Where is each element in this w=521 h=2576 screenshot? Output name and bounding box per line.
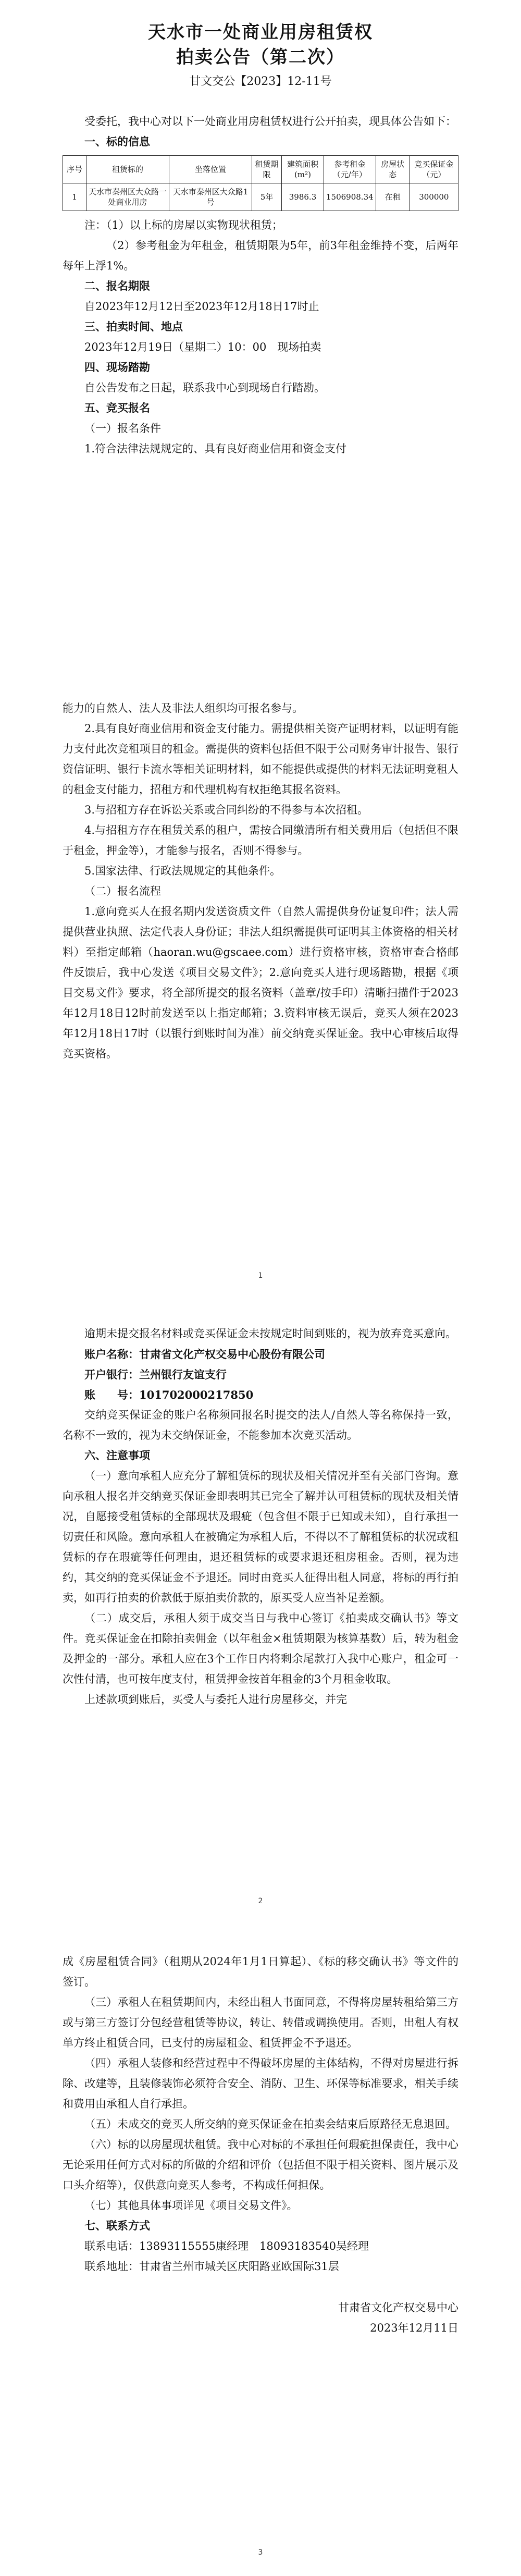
table-cell: 1 (63, 183, 86, 211)
table-row (63, 183, 458, 211)
notice-5: （五）未成交的竞买人所交纳的竞买保证金在拍卖会结束后原路径无息退回。 (84, 2118, 456, 2130)
contact-address: 联系地址：甘肃省兰州市城关区庆阳路亚欧国际31层 (84, 2260, 339, 2273)
notice-3: （三）承租人在租赁期间内，未经出租人书面同意，不得将房屋转租给第三方或与第三方签订分包经营租赁等协议，转让、转借或调换使用。否则，出租人有权单方终止租赁合同，已支付的房屋租金、租赁押金不予退还。 (63, 1996, 458, 2049)
title-line-2: 拍卖公告（第二次） (176, 47, 345, 68)
page-1-content (63, 20, 458, 459)
account-name-value: 甘肃省文化产权交易中心股份有限公司 (139, 1348, 325, 1361)
notice-2: （二）成交后，承租人须于成交当日与我中心签订《拍卖成交确认书》等文件。竞买保证金在扣除拍卖佣金（以年租金×租赁期限为核算基数）后，转为租金及押金的一部分。承租人应在3个工作日内将剩余尾款打入我中心账户，租金可一次性付清，也可按年度支付，租赁押金按首年租金的3个月租金收取。 (63, 1612, 458, 1685)
intro-paragraph: 受委托，我中心对以下一处商业用房租赁权进行公开拍卖，现具体公告如下： (84, 115, 456, 128)
notice-4: （四）承租人装修和经营过程中不得破坏房屋的主体结构，不得对房屋进行拆除、改建等，且装修装饰必须符合安全、消防、卫生、环保等标准要求，相关手续和费用由承租人自行承担。 (63, 2057, 458, 2110)
note-1: 注：（1）以上标的房屋以实物现状租赁； (84, 219, 283, 231)
auction-time-place: 2023年12月19日（星期二）10：00 现场拍卖 (84, 341, 321, 353)
notice-6: （六）标的以房屋现状租赁。我中心对标的不承担任何瑕疵担保责任，我中心无论采用任何方式对标的所做的介绍和评价（包括但不限于相关资料、图片展示及口头介绍等），仅供意向竞买人参考，不构成任何担保。 (63, 2138, 458, 2191)
section-7-heading: 七、联系方式 (84, 2220, 150, 2232)
table-cell: 天水市秦州区大众路1号 (169, 183, 252, 211)
table-header-cell: 租赁标的 (86, 156, 169, 183)
page-4-content (63, 1952, 458, 2338)
signature-date: 2023年12月11日 (370, 2322, 458, 2334)
section-6-heading: 六、注意事项 (84, 1449, 150, 1462)
account-name-line (63, 1344, 458, 1364)
page-number-3: 3 (258, 2548, 263, 2557)
section-2-heading: 二、报名期限 (84, 280, 150, 292)
account-number-value: 101702000217850 (139, 1388, 254, 1401)
table-header-cell: 房屋状态 (376, 156, 410, 183)
signature-org: 甘肃省文化产权交易中心 (338, 2301, 458, 2314)
section-1-heading: 一、标的信息 (84, 135, 150, 148)
bank-line (63, 1364, 458, 1385)
process-paragraph-2: 逾期未提交报名材料或竞买保证金未按规定时间到账的，视为放弃竞买意向。 (84, 1327, 456, 1340)
page-2-content (63, 698, 458, 1064)
account-number-line (63, 1385, 458, 1405)
account-number-label: 账 号： (84, 1388, 139, 1401)
table-header-cell: 序号 (63, 156, 86, 183)
table-header-cell: 建筑面积(m²) (282, 156, 324, 183)
table-header-cell: 坐落位置 (169, 156, 252, 183)
table-cell: 3986.3 (282, 183, 324, 211)
condition-3: 3.与招租方存在诉讼关系或合同纠纷的不得参与本次招租。 (84, 804, 369, 816)
notice-2c: 成《房屋租赁合同》（租期从2024年1月1日算起）、《标的移交确认书》等文件的签订。 (63, 1955, 458, 1988)
table-header-cell: 竞买保证金（元） (410, 156, 458, 183)
condition-1a: 1.符合法律法规规定的、具有良好商业信用和资金支付 (84, 442, 347, 455)
contact-phone: 联系电话：13893115555康经理 18093183540吴经理 (84, 2240, 369, 2252)
condition-4: 4.与招租方存在租赁关系的租户，需按合同缴清所有相关费用后（包括但不限于租金，押金等），才能参与报名，否则不得参与。 (63, 824, 458, 857)
table-cell: 天水市秦州区大众路一处商业用房 (86, 183, 169, 211)
subheading-process: （二）报名流程 (84, 885, 161, 897)
bank-label: 开户银行： (84, 1368, 139, 1381)
note-2: （2）参考租金为年租金，租赁期限为5年，前3年租金维持不变，后两年每年上浮1%。 (63, 239, 458, 272)
table-header-cell: 参考租金（元/年） (324, 156, 376, 183)
table-header-cell: 租赁期限 (252, 156, 282, 183)
page-number-2: 2 (258, 1897, 263, 1905)
target-info-table (63, 155, 458, 211)
title-line-1: 天水市一处商业用房租赁权 (148, 22, 373, 43)
section-4-heading: 四、现场踏勘 (84, 361, 150, 374)
table-header-row (63, 156, 458, 183)
process-paragraph-1: 1.意向竞买人在报名期内发送资质文件（自然人需提供身份证复印件；法人需提供营业执照、法定代表人身份证；非法人组织需提供可证明其主体资格的相关材料）至指定邮箱（haoran.wu@gscaee.com）进行资格审核，资格审查合格邮件反馈后，我中心发送《项目交易文件》；2.意向竞买人进行现场踏勘，根据《项目交易文件》要求，将全部所提交的报名资料（盖章/按手印）清晰扫描件于2023年12月18日12时前发送至以上指定邮箱；3.资料审核无误后，竞买人须在2023年12月18日17时（以银行到账时间为准）前交纳竞买保证金。我中心审核后取得竞买资格。 (63, 905, 458, 1060)
section-3-heading: 三、拍卖时间、地点 (84, 321, 183, 333)
condition-5: 5.国家法律、行政法规规定的其他条件。 (84, 865, 281, 877)
condition-2: 2.具有良好商业信用和资金支付能力。需提供相关资产证明材料，以证明有能力支付此次竞租项目的租金。需提供的资料包括但不限于公司财务审计报告、银行资信证明、银行卡流水等相关证明材料，如不能提供或提供的材料无法证明竞租人的租金支付能力，招租方和代理机构有权拒绝其报名资料。 (63, 722, 458, 796)
table-cell: 1506908.34 (324, 183, 376, 211)
document-number: 甘文交公【2023】12-11号 (189, 75, 332, 88)
section-5-heading: 五、竞买报名 (84, 402, 150, 414)
table-cell: 5年 (252, 183, 282, 211)
page-3-content (63, 1324, 458, 1710)
process-paragraph-3: 交纳竞买保证金的账户名称须同报名时提交的法人/自然人等名称保持一致，名称不一致的，视为未交纳保证金，不能参加本次竞买活动。 (63, 1409, 458, 1441)
site-inspection: 自公告发布之日起，联系我中心到现场自行踏勘。 (84, 381, 325, 394)
subheading-conditions: （一）报名条件 (84, 422, 161, 435)
condition-1b: 能力的自然人、法人及非法人组织均可报名参与。 (63, 702, 303, 714)
registration-period: 自2023年12月12日至2023年12月18日17时止 (84, 300, 319, 313)
notice-7: （七）其他具体事项详见《项目交易文件》。 (84, 2199, 298, 2212)
bank-value: 兰州银行友谊支行 (139, 1368, 227, 1381)
table-cell: 300000 (410, 183, 458, 211)
account-name-label: 账户名称： (84, 1348, 139, 1361)
notice-1: （一）意向承租人应充分了解租赁标的现状及相关情况并至有关部门咨询。意向承租人报名并交纳竞买保证金即表明其已完全了解并认可租赁标的现状及相关情况，自愿接受租赁标的全部现状及瑕疵（包含但不限于已知或未知），自行承担一切责任和风险。意向承租人在被确定为承租人后，不得以不了解租赁标的状况或租赁标的存在瑕疵等任何理由，退还租赁标的或要求退还租房租金。否则，视为违约，其交纳的竞买保证金不予退还。同时由竞买人征得出租人同意，将标的再行拍卖，如再行拍卖的价款低于原拍卖价款的，原买受人应当补足差额。 (63, 1470, 458, 1604)
table-cell: 在租 (376, 183, 410, 211)
page-number-1: 1 (258, 1272, 263, 1280)
notice-2b: 上述款项到账后，买受人与委托人进行房屋移交，并完 (84, 1693, 347, 1706)
